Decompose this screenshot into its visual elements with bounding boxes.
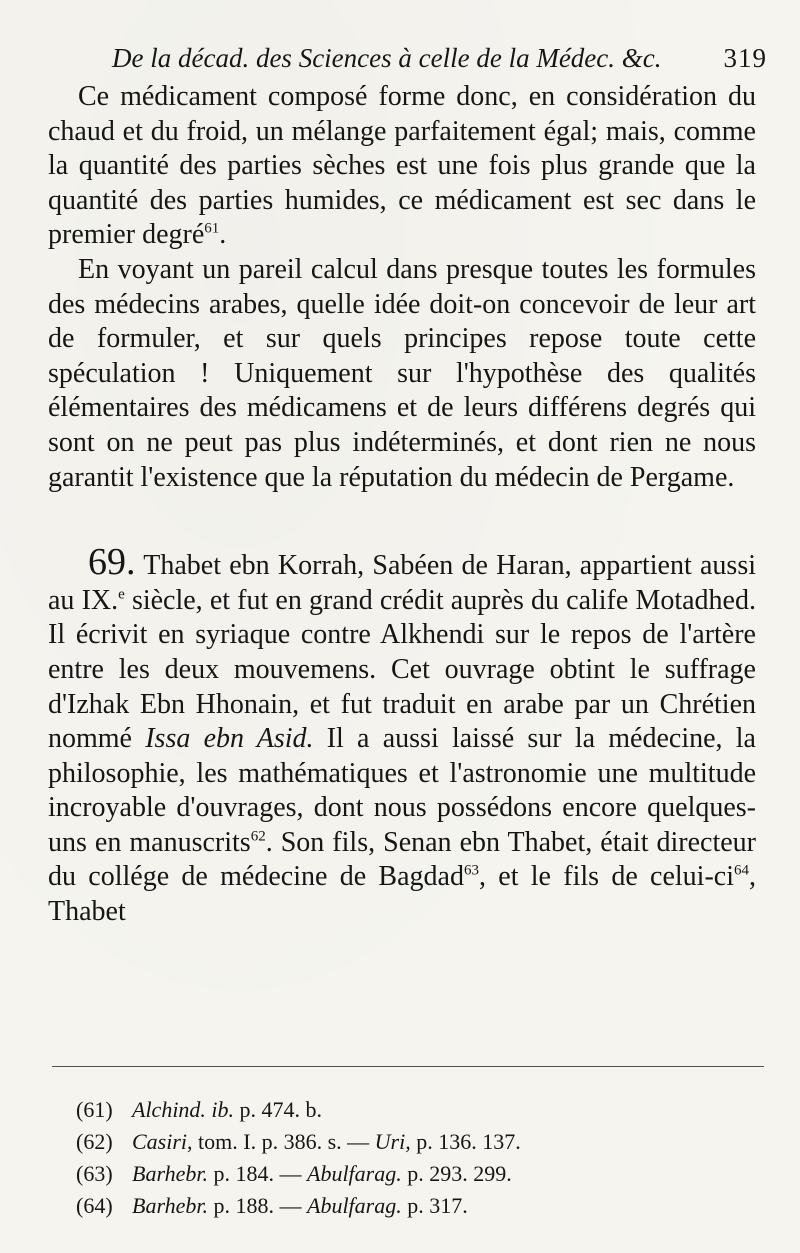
footnote-source: Alchind. ib. — [132, 1097, 235, 1122]
footnote-source: Casiri, — [132, 1129, 193, 1154]
paragraph-69-text-c: Il a aussi laissé sur la médecine, la philosophie, les mathématiques et l'astronomie une multitude incroyable d'ouvrages, dont nous possédons encore quelques-uns en manuscrits — [48, 723, 756, 858]
footnote-source-2: Abulfarag. — [307, 1193, 402, 1218]
footnote-pages: p. 474. b. — [234, 1097, 323, 1122]
section-number: 69. — [88, 541, 136, 584]
paragraph-69-text-d: . Son fils, Senan ebn Thabet, était directeur du collége de médecine de Bagdad — [48, 826, 756, 893]
footnote-pages: tom. I. p. 386. s. — — [192, 1129, 375, 1154]
footnote-source: Barhebr. — [132, 1161, 208, 1186]
footnote-label: (64) — [76, 1193, 113, 1218]
footnote-pages: p. 188. — — [208, 1193, 307, 1218]
running-title: De la décad. des Sciences à celle de la Médec. &c. — [112, 43, 662, 73]
paragraph-1 — [48, 80, 756, 253]
footnote-label: (63) — [76, 1161, 113, 1186]
footnote-pages-2: p. 293. 299. — [401, 1161, 512, 1186]
footnote-label: (61) — [76, 1097, 113, 1122]
footnote-64 — [76, 1190, 696, 1222]
paragraph-69-text-f: , Thabet — [48, 861, 756, 928]
translator-name: Issa ebn Asid. — [145, 723, 314, 755]
footnote-61 — [76, 1094, 696, 1126]
paragraph-2-text: En voyant un pareil calcul dans presque toutes les formules des médecins arabes, quelle idée doit-on concevoir de leur art de formuler, et sur quels principes repose toute cette spéculation ! Uniquement sur l'hypothèse des qualités élémentaires des médicamens et de leurs différens degrés qui sont on ne peut pas plus indéterminés, et dont rien ne nous garantit l'existence que la réputation du médecin de Pergame. — [48, 253, 756, 493]
century-suffix: e — [118, 586, 125, 603]
paragraph-69-text-e: , et le fils de celui-ci — [478, 861, 734, 893]
paragraph-69 — [48, 543, 756, 930]
paragraph-2 — [48, 253, 756, 495]
paragraph-1-text: Ce médicament composé forme donc, en considération du chaud et du froid, un mélange parfaitement égal; mais, comme la quantité des parties sèches est une fois plus grande que la quantité des parties humides, ce médicament est sec dans le premier degré — [48, 81, 756, 251]
footnote-pages: p. 184. — — [208, 1161, 307, 1186]
section-gap — [48, 495, 756, 543]
footnote-ref-64: 64 — [734, 863, 749, 880]
footnote-63 — [76, 1158, 696, 1190]
paragraph-1-end: . — [219, 219, 227, 251]
footnote-source: Barhebr. — [132, 1193, 208, 1218]
footnote-source-2: Uri, — [374, 1129, 411, 1154]
century-numeral: IX. — [81, 584, 119, 616]
footnotes — [76, 1094, 696, 1222]
footnote-62 — [76, 1126, 696, 1158]
footnote-pages-2: p. 136. 137. — [410, 1129, 521, 1154]
footnote-source-2: Abulfarag. — [307, 1161, 402, 1186]
page-number: 319 — [723, 43, 767, 73]
footnote-pages-2: p. 317. — [401, 1193, 468, 1218]
footnote-rule — [52, 1066, 764, 1067]
footnote-label: (62) — [76, 1129, 113, 1154]
paragraph-69-text-a: Thabet ebn Korrah, Sabéen de Haran, appartient aussi au — [48, 550, 756, 616]
footnote-ref-61: 61 — [204, 221, 220, 238]
footnote-ref-63: 63 — [463, 863, 479, 880]
running-header — [112, 38, 767, 78]
paragraph-69-text-b: siècle, et fut en grand crédit auprès du calife Motadhed. Il écrivit en syriaque contre Alkhendi sur le repos de l'artère entre les deux mouvemens. Cet ouvrage obtint le suffrage d'Izhak Ebn Hhonain, et fut traduit en arabe par un Chrétien nommé — [48, 584, 756, 755]
main-text — [48, 80, 756, 930]
footnote-ref-62: 62 — [250, 828, 266, 845]
